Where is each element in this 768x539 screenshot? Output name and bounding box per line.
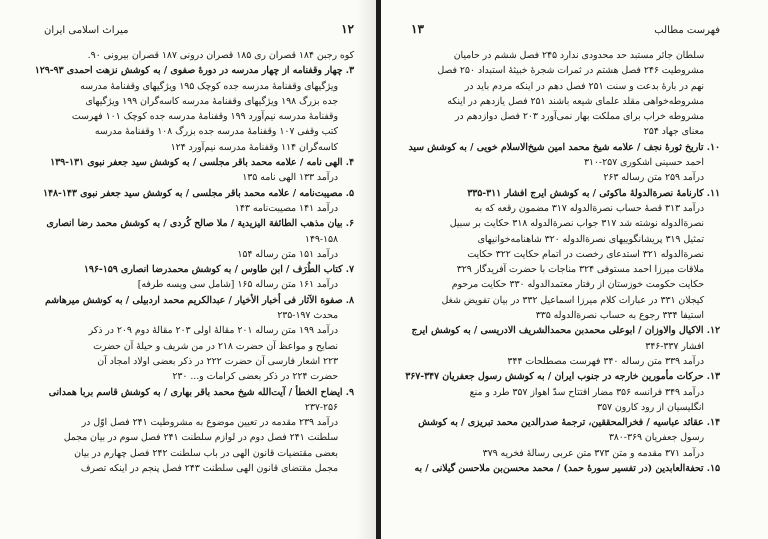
- toc-entry-detail-line: مشروطه‌خواهی مقلد علمای شیعه باشند ۲۵۱ فصل یازدهم در اینکه: [447, 95, 704, 107]
- toc-entry-detail-line: درآمد ۱۴۱ مصیبت‌نامه ۱۴۳: [234, 202, 338, 214]
- toc-entry-detail-line: درآمد ۱۵۱ متن رساله ۱۵۴: [237, 248, 338, 260]
- toc-entry-detail-line: مشروطه خراب برای مملکت بهار نمی‌آورد ۲۰۳ فصل دوازدهم در: [454, 111, 704, 123]
- toc-entry-detail-line: درآمد ۱۶۱ متن رساله ۱۶۵ [شامل سی ویسه طرفه]: [137, 279, 338, 291]
- toc-entry-detail-line: درآمد ۳۱۳ قصهٔ حساب نصرةالدوله ۳۱۷ مضمون رقعه که به: [474, 202, 704, 214]
- toc-entry-detail-line: انگلیسیان از رود کارون ۳۵۷: [596, 401, 704, 413]
- toc-entry-detail-line: معنای جهاد ۲۵۴: [643, 126, 704, 138]
- toc-entry-detail-line: نصرةالدوله نوشته شد ۳۱۷ جواب نصرةالدوله ۳۱۸ حکایت بر سبیل: [449, 218, 704, 230]
- toc-entry-title-line: ۱۲. الاکیال والاوزان / ابوعلی محمدبن محمدالشریف الادریسی / به کوشش ایرج: [411, 325, 720, 337]
- toc-entry-detail-line: درآمد ۳۴۹ فرانسه ۳۵۶ مضار افتتاح سدّ اهواز ۳۵۷ طرد و منع: [469, 386, 704, 398]
- left-running-head: میراث اسلامی ایران: [44, 25, 129, 36]
- left-page-header: [44, 22, 354, 40]
- toc-entry-detail-line: ویژگیهای وقفنامهٔ مدرسه جده کوچک ۱۹۵ ویژگیهای وقفنامهٔ مدرسه: [80, 80, 338, 92]
- toc-entry-detail-line: کاسه‌گران ۱۱۴ وقفنامهٔ مدرسه نیم‌آورد ۱۲۴: [170, 141, 338, 153]
- toc-entry-title-line: ۵. مصیبت‌نامه / علامه محمد باقر مجلسی / به کوشش سید جعفر نبوی ۱۴۳-۱۴۸: [43, 187, 354, 199]
- right-page-number: ۱۳: [411, 22, 424, 36]
- toc-entry-detail-line: درآمد ۱۳۳ الهی نامه ۱۳۵: [242, 172, 338, 184]
- toc-entry-detail-line: بعضی مقتضیات قانون الهی در باب سلطنت ۲۴۲ فصل چهارم در بیان: [74, 447, 338, 459]
- toc-entry-detail-line: کیجلان ۳۳۱ در عبارات کلام میرزا اسماعیل ۳۳۲ در بیان تفویض شغل: [441, 294, 704, 306]
- left-page-body: [34, 48, 354, 476]
- toc-entry-detail-line: نهم در بارهٔ بدعت و سنت ۲۵۱ فصل دهم در اینکه مردم باید در: [464, 80, 704, 92]
- left-page: [0, 0, 376, 539]
- toc-entry-detail-line: کوه رجبن ۱۸۴ قصران ری ۱۸۵ قصران درونی ۱۸۷ قصران بیرونی ۹۰.: [87, 50, 354, 61]
- toc-entry-detail-line: ۱۴۹-۱۵۸: [304, 233, 338, 245]
- toc-entry-detail-line: تمثیل ۳۱۹ پریشانگوییهای نصرةالدوله ۳۲۰ شاهنامه‌خوانیهای: [477, 233, 704, 245]
- toc-entry-title-line: ۱۴. عقائد عباسیه / فخرالمحققین، ترجمهٔ صدرالدین محمد تبریزی / به کوشش: [418, 417, 720, 429]
- toc-entry-detail-line: ۲۲۳ اشعار فارسی آن حضرت ۲۲۲ در ذکر بعضی اولاد امجاد آن: [97, 355, 338, 367]
- toc-entry-detail-line: نصایح و مواعظ آن حضرت ۲۱۸ در من شریف و حیلهٔ آن حضرت: [93, 340, 338, 352]
- toc-entry-detail-line: جده بزرگ ۱۹۸ ویژگیهای وقفنامهٔ مدرسه کاسه‌گران ۱۹۹ ویژگیهای: [85, 95, 338, 107]
- toc-entry-title-line: ۱۵. تحفةالعابدین (در تفسیر سورهٔ حمد) / محمد محسن‌بن ملاحسن گیلانی / به: [414, 463, 720, 475]
- toc-entry-detail-line: درآمد ۲۵۹ متن رساله ۲۶۳: [603, 172, 704, 184]
- gutter-shadow-left: [356, 0, 376, 539]
- toc-entry-detail-line: درآمد ۲۳۹ مقدمه در تعیین موضوع به مشروطیت ۲۴۱ فصل اوّل در: [81, 417, 338, 429]
- right-running-head: فهرست مطالب: [654, 25, 720, 36]
- right-page: [381, 0, 768, 539]
- toc-entry-detail-line: مشروطیت ۲۴۶ فصل هشتم در ثمرات شجرهٔ خبیثهٔ استبداد ۲۵۰ فصل: [437, 65, 704, 77]
- toc-entry-detail-line: درآمد ۳۷۱ مقدمه و متن ۳۷۳ متن عربی رسالهٔ فخریه ۳۷۹: [482, 447, 704, 459]
- toc-entry-detail-line: استیفا ۳۳۴ رجوع به حساب نصرةالدوله ۳۳۵: [535, 310, 704, 322]
- right-page-body: [405, 48, 720, 476]
- left-page-number: ۱۲: [341, 22, 354, 36]
- toc-entry-detail-line: حکایت حکومت خوزستان از رفتار معتمدالدوله ۳۳۰ حکایت مرحوم: [451, 279, 704, 291]
- toc-entry-detail-line: درآمد ۱۹۹ متن رساله ۲۰۱ مقالهٔ اولی ۲۰۳ مقالهٔ دوم ۲۰۹ در ذکر: [88, 325, 338, 337]
- toc-entry-detail-line: محدث ۱۹۷-۲۳۵: [277, 310, 338, 322]
- toc-entry-detail-line: نصرةالدوله ۳۲۱ استدعای رخصت در اتمام حکایت ۳۲۲ حکایت: [467, 248, 704, 260]
- toc-entry-detail-line: احمد حسینی اشکوری ۲۵۷-۳۱۰: [583, 157, 704, 169]
- toc-entry-detail-line: درآمد ۳۳۹ متن رساله ۳۴۰ فهرست مصطلحات ۳۴۴: [507, 355, 704, 367]
- toc-entry-title-line: ۴. الهی نامه / علامه محمد باقر مجلسی / به کوشش سید جعفر نبوی ۱۳۱-۱۳۹: [50, 157, 354, 169]
- toc-entry-detail-line: رسول جعفریان ۳۶۹-۳۸۰: [608, 432, 704, 444]
- toc-entry-detail-line: مجمل مقتضای قانون الهی سلطنت ۲۴۳ فصل پنجم در اینکه تصرف: [80, 463, 338, 475]
- toc-entry-detail-line: افشار ۳۳۷-۳۴۶: [645, 340, 704, 352]
- toc-entry-title-line: ۱۱. کارنامهٔ نصرةالدولهٔ ماکوئی / به کوشش ایرج افشار ۳۱۱-۳۳۵: [467, 187, 720, 199]
- toc-entry-title-line: ۱۰. تاریخ ثورهٔ نجف / علامه شیخ محمد امین شیخ‌الاسلام خویی / به کوشش سید: [408, 141, 720, 153]
- toc-entry-title-line: ۷. کتاب الطُرَف / ابن طاوس / به کوشش محمدرضا انصاری ۱۵۹-۱۹۶: [83, 264, 354, 276]
- toc-entry-title-line: ۳. چهار وقفنامه از چهار مدرسه در دورهٔ صفوی / به کوشش نزهت احمدی ۹۳-۱۲۹: [34, 65, 354, 77]
- toc-entry-detail-line: کتب وقفی ۱۰۷ وقفنامهٔ مدرسه جده بزرگ ۱۰۸ وقفنامهٔ مدرسه: [94, 126, 338, 138]
- toc-entry-detail-line: وقفنامهٔ مدرسه نیم‌آورد ۱۹۹ وقفنامهٔ مدرسه جده کوچک ۱۰۱ فهرست: [71, 111, 338, 123]
- toc-entry-detail-line: حضرت ۲۲۴ در ذکر بعضی کرامات و... ۲۳۰: [172, 371, 338, 383]
- toc-entry-detail-line: ۲۳۷-۲۵۶: [304, 401, 338, 413]
- toc-entry-title-line: ۱۳. حرکات مأمورین خارجه در جنوب ایران / به کوشش رسول جعفریان ۳۴۷-۳۶۷: [405, 371, 720, 383]
- toc-entry-detail-line: ملاقات میرزا احمد مستوفی ۳۲۴ مناجات با حضرت آفریدگار ۳۲۹: [456, 264, 704, 276]
- toc-entry-title-line: ۶. بیان مذهب الطائفة الیزیدیة / ملا صالح کُردی / به کوشش محمد رضا انصاری: [46, 218, 354, 230]
- toc-entry-detail-line: سلطنت ۲۴۱ فصل دوم در لوازم سلطنت ۲۴۱ فصل سوم در بیان مجمل: [63, 432, 338, 444]
- toc-entry-title-line: ۹. ایضاح الخطأ / آیت‌الله شیخ محمد باقر بهاری / به کوشش قاسم بربا همدانی: [48, 386, 354, 398]
- toc-entry-title-line: ۸. صفوة الآثار فی أخبار الأخیار / عبدالکریم محمد اردبیلی / به کوشش میرهاشم: [44, 294, 354, 306]
- right-page-header: [411, 22, 720, 40]
- toc-entry-detail-line: سلطان جائر مستبد حد محدودی ندارد ۲۴۵ فصل ششم در حامیان: [453, 50, 704, 61]
